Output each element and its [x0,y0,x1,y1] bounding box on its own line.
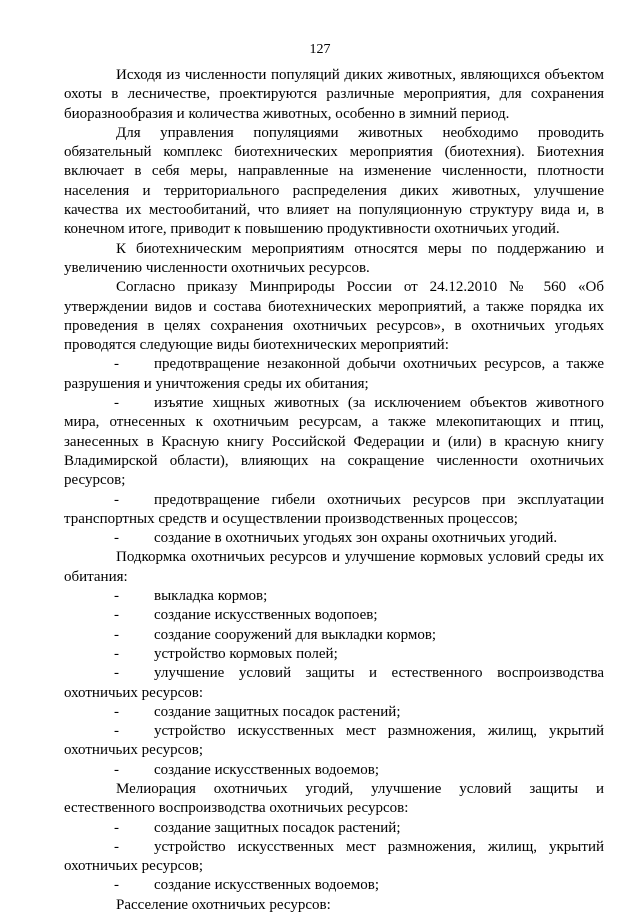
dash-marker [114,355,154,374]
list-item-text: изъятие хищных животных (за исключением объектов животного мира, отнесенных к охотничьим ресурсам, а также млекопитающих и птиц, занесенных в Красную книгу Российской Федерации и (или) в красную книгу Владимирской области), влияющих на сокращение численности охотничьих ресурсов; [64,395,604,489]
paragraph: Исходя из численности популяций диких животных, являющихся объектом охоты в лесничестве, проектируются различные мероприятия, для сохранения биоразнообразия и количества животных, особенно в зимний период. [64,67,604,122]
list-item [64,587,604,606]
paragraph: Для управления популяциями животных необходимо проводить обязательный комплекс биотехнических мероприятия (биотехния). Биотехния включает в себя меры, направленные на изменение численности, плотности населения и территориального распределения диких животных, улучшение качества их местообитаний, что влияет на популяционную структуру вида и, в конечном итоге, приводит к повышению продуктивности охотничьих угодий. [64,124,604,238]
dash-marker [114,606,154,625]
list-item [64,876,604,895]
list-item-text: улучшение условий защиты и естественного воспроизводства охотничьих ресурсов: [64,665,604,701]
list-item-text: выкладка кормов; [154,588,268,605]
list-item [64,819,604,838]
dash-marker [114,645,154,664]
list-item-text: создание искусственных водопоев; [154,607,378,624]
paragraph: Расселение охотничьих ресурсов: [116,896,331,913]
list-item-text: создание сооружений для выкладки кормов; [154,626,437,643]
list-item [64,645,604,664]
list-item-text: устройство искусственных мест размножения, жилищ, укрытий охотничьих ресурсов; [64,723,604,759]
dash-marker [114,394,154,413]
list-item-text: предотвращение гибели охотничьих ресурсов при эксплуатации транспортных средств и осуществлении производственных процессов; [64,491,604,527]
dash-marker [114,664,154,683]
list-item-text: создание защитных посадок растений; [154,819,401,836]
list-item [64,529,604,548]
dash-marker [114,529,154,548]
dash-marker [114,626,154,645]
list-item [64,664,604,703]
list-item-text: создание в охотничьих угодьях зон охраны охотничьих угодий. [154,530,558,547]
list-item-text: устройство искусственных мест размножения, жилищ, укрытий охотничьих ресурсов; [64,838,604,875]
list-item [64,355,604,394]
list-item [64,626,604,645]
list-item [64,722,604,761]
list-item [64,394,604,490]
list-item [64,703,604,722]
dash-marker [114,819,154,838]
list-item [64,606,604,625]
list-item [64,761,604,780]
page-number: 127 [309,42,331,57]
dash-marker [114,838,154,857]
dash-marker [114,703,154,722]
list-item [64,491,604,530]
list-item-text: создание искусственных водоемов; [154,761,379,778]
dash-marker [114,722,154,741]
paragraph: К биотехническим мероприятиям относятся меры по поддержанию и увеличению численности охотничьих ресурсов. [64,240,604,276]
document-body [64,66,604,915]
paragraph: Мелиорация охотничьих угодий, улучшение условий защиты и естественного воспроизводства охотничьих ресурсов: [64,780,604,817]
dash-marker [114,587,154,606]
dash-marker [114,761,154,780]
dash-marker [114,876,154,895]
list-item [64,838,604,877]
list-item-text: создание искусственных водоемов; [154,877,379,894]
list-item-text: создание защитных посадок растений; [154,703,401,720]
paragraph: Подкормка охотничьих ресурсов и улучшение кормовых условий среды их обитания: [64,549,604,585]
list-item-text: устройство кормовых полей; [154,645,338,662]
paragraph: Согласно приказу Минприроды России от 24.12.2010 № 560 «Об утверждении видов и состава биотехнических мероприятий, а также порядка их проведения в целях сохранения охотничьих ресурсов», в охотничьих угодьях проводятся следующие виды биотехнических мероприятий: [64,279,604,354]
list-item-text: предотвращение незаконной добычи охотничьих ресурсов, а также разрушения и уничтожения среды их обитания; [64,356,604,392]
dash-marker [114,491,154,510]
